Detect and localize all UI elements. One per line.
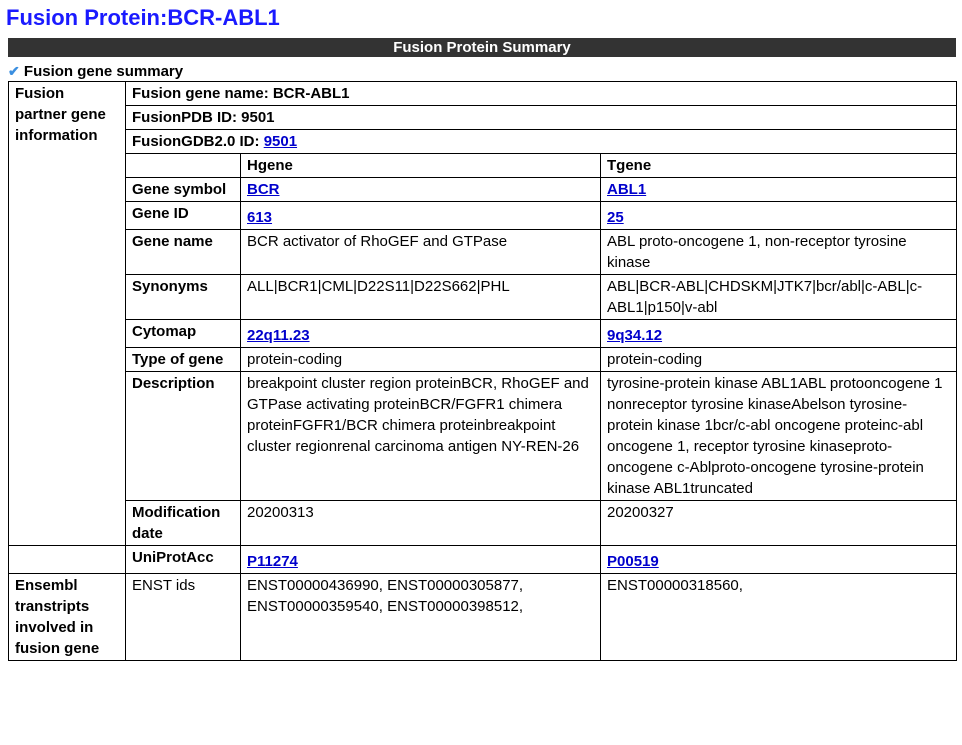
tgene-description: tyrosine-protein kinase ABL1ABL protooncogene 1 nonreceptor tyrosine kinaseAbelson tyrosine-protein kinase 1bcr/c-abl oncogene proteinc-abl oncogene 1, receptor tyrosine kinaseproto-oncogene c-Ablproto-oncogene tyrosine-protein kinase ABL1truncated <box>601 372 957 501</box>
hgene-mod-date: 20200313 <box>241 501 601 546</box>
fusion-summary-table <box>8 81 957 661</box>
table-row <box>9 82 957 106</box>
tgene-cell <box>601 202 957 230</box>
ensembl-label: Ensembl transtripts involved in fusion gene <box>9 574 126 661</box>
table-row <box>9 178 957 202</box>
tgene-cell <box>601 320 957 348</box>
row-label: Gene ID <box>126 202 241 230</box>
hgene-description: breakpoint cluster region proteinBCR, RhoGEF and GTPase activating proteinBCR/FGFR1 chimera proteinFGFR1/BCR chimera proteinbreakpoint cluster regionrenal carcinoma antigen NY-REN-26 <box>241 372 601 501</box>
table-row <box>9 275 957 320</box>
partner-label: Fusion partner gene information <box>9 82 126 546</box>
summary-heading <box>8 62 183 81</box>
check-icon: ✔ <box>8 63 20 79</box>
tgene-uniprot-link[interactable]: P00519 <box>607 553 659 570</box>
table-row <box>9 106 957 130</box>
table-row <box>9 348 957 372</box>
hgene-enst: ENST00000436990, ENST00000305877, ENST00000359540, ENST00000398512, <box>241 574 601 661</box>
page-title: Fusion Protein:BCR-ABL1 <box>6 5 280 30</box>
table-row <box>9 574 957 661</box>
row-label: Cytomap <box>126 320 241 348</box>
row-label: Synonyms <box>126 275 241 320</box>
tgene-synonyms: ABL|BCR-ABL|CHDSKM|JTK7|bcr/abl|c-ABL|c-ABL1|p150|v-abl <box>601 275 957 320</box>
blank-cell <box>9 546 126 574</box>
fusiongdb-cell <box>126 130 957 154</box>
hgene-cell <box>241 546 601 574</box>
table-row <box>9 202 957 230</box>
table-row <box>9 372 957 501</box>
fusiongdb-id-link[interactable]: 9501 <box>263 133 298 150</box>
table-row <box>9 320 957 348</box>
tgene-header: Tgene <box>601 154 957 178</box>
hgene-header: Hgene <box>241 154 601 178</box>
section-bar: Fusion Protein Summary <box>8 38 956 57</box>
row-label: Gene name <box>126 230 241 275</box>
tgene-mod-date: 20200327 <box>601 501 957 546</box>
hgene-cell <box>241 320 601 348</box>
tgene-id-link[interactable]: 25 <box>607 209 624 226</box>
row-label: Modification date <box>126 501 241 546</box>
tgene-gene-name: ABL proto-oncogene 1, non-receptor tyrosine kinase <box>601 230 957 275</box>
hgene-symbol-link[interactable]: BCR <box>247 181 280 198</box>
tgene-type: protein-coding <box>601 348 957 372</box>
table-row <box>9 546 957 574</box>
hgene-uniprot-link[interactable]: P11274 <box>247 553 298 570</box>
table-row <box>9 501 957 546</box>
row-label: Type of gene <box>126 348 241 372</box>
table-row <box>9 154 957 178</box>
fusiongdb-label: FusionGDB2.0 ID: <box>132 133 264 150</box>
fusion-gene-name: Fusion gene name: BCR-ABL1 <box>126 82 957 106</box>
tgene-enst: ENST00000318560, <box>601 574 957 661</box>
hgene-cytomap-link[interactable]: 22q11.23 <box>247 327 310 344</box>
row-label: Gene symbol <box>126 178 241 202</box>
hgene-cell <box>241 178 601 202</box>
tgene-symbol-link[interactable]: ABL1 <box>607 181 647 198</box>
empty-header-cell <box>126 154 241 178</box>
hgene-id-link[interactable]: 613 <box>247 209 273 226</box>
table-row <box>9 130 957 154</box>
hgene-gene-name: BCR activator of RhoGEF and GTPase <box>241 230 601 275</box>
table-row <box>9 230 957 275</box>
hgene-synonyms: ALL|BCR1|CML|D22S11|D22S662|PHL <box>241 275 601 320</box>
row-label: Description <box>126 372 241 501</box>
hgene-type: protein-coding <box>241 348 601 372</box>
tgene-cytomap-link[interactable]: 9q34.12 <box>607 327 663 344</box>
hgene-cell <box>241 202 601 230</box>
tgene-cell <box>601 546 957 574</box>
summary-heading-label: Fusion gene summary <box>23 63 184 80</box>
row-label: UniProtAcc <box>126 546 241 574</box>
fusionpdb-id: FusionPDB ID: 9501 <box>126 106 957 130</box>
tgene-cell <box>601 178 957 202</box>
enst-label: ENST ids <box>126 574 241 661</box>
